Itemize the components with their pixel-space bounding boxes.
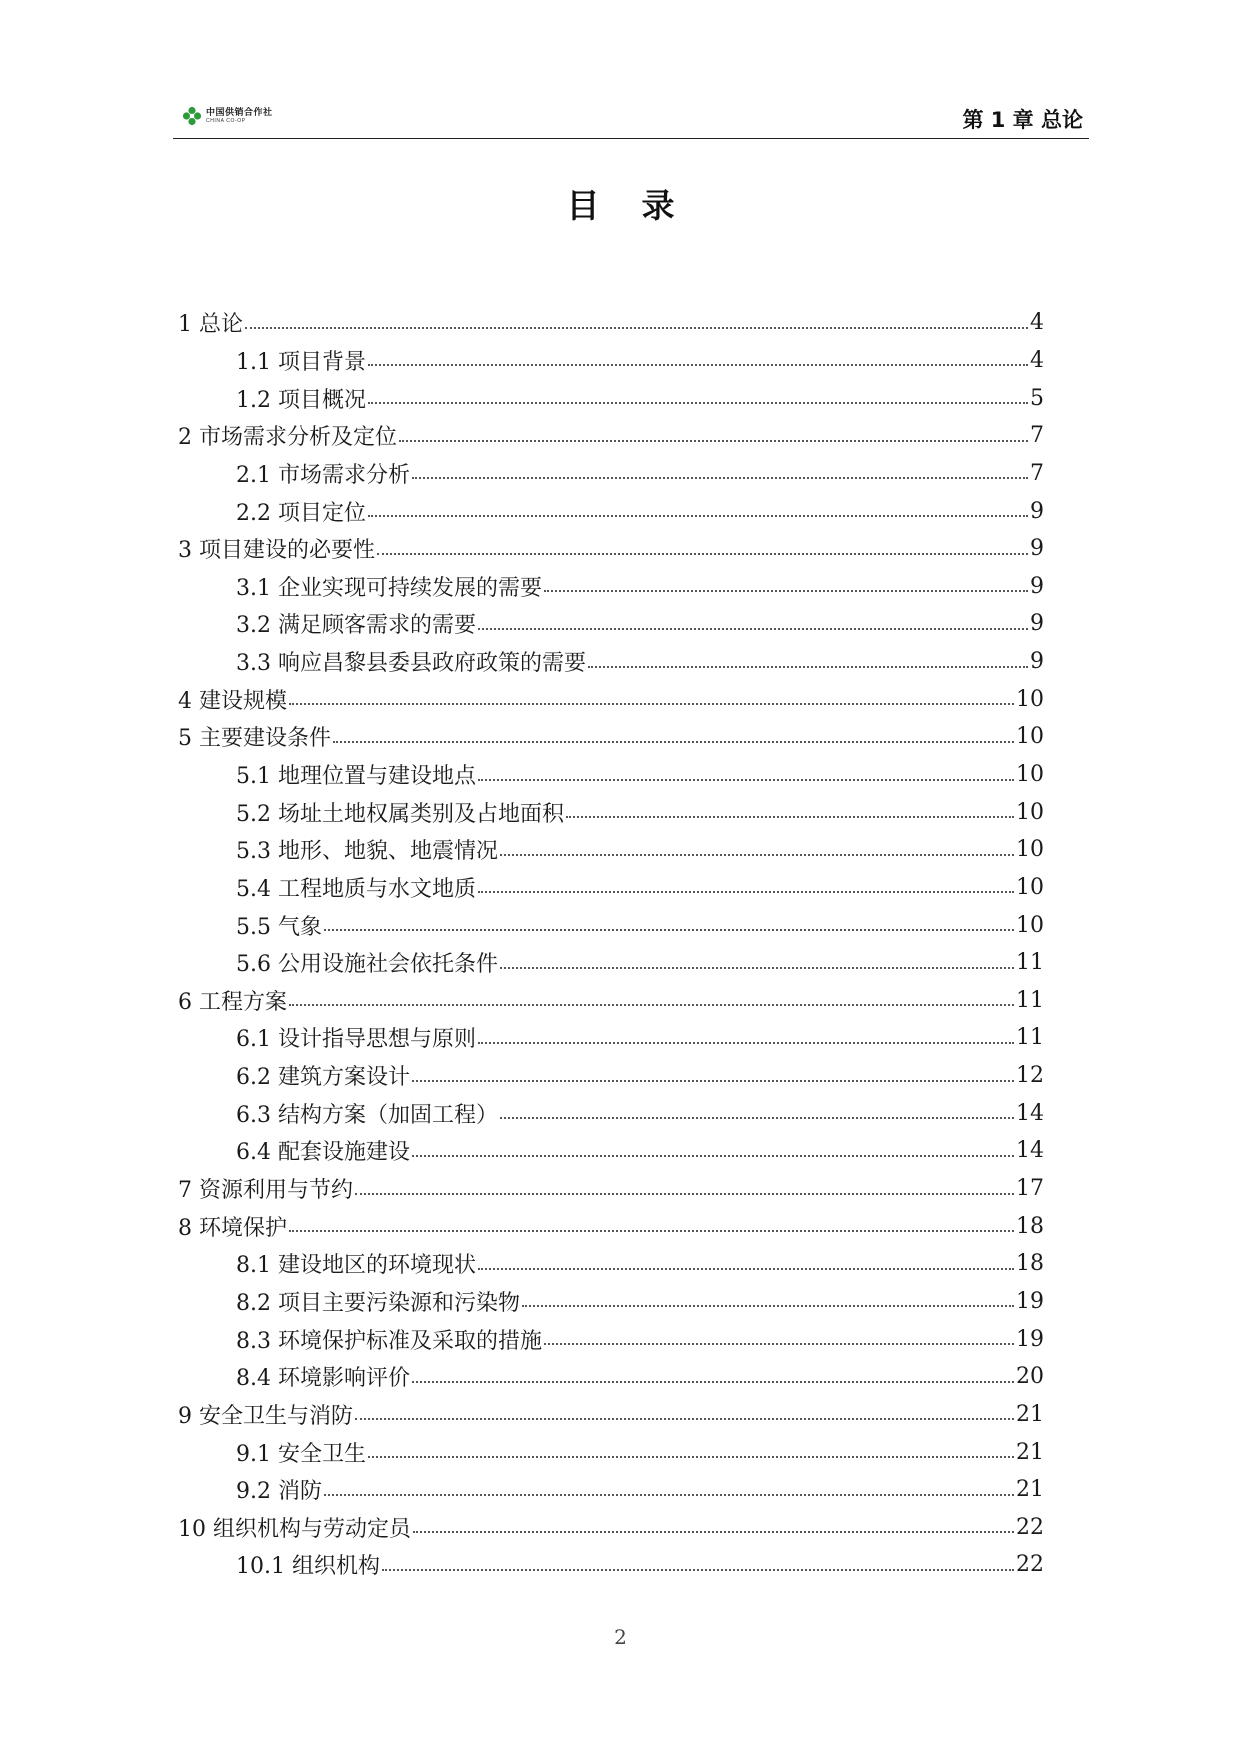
toc-entry[interactable] [178,1170,1044,1208]
toc-dot-leader [588,666,1028,668]
toc-entry-label: 2.2 项目定位 [236,500,366,526]
toc-entry-label: 2 市场需求分析及定位 [178,425,397,451]
toc-entry-page: 4 [1030,310,1044,336]
toc-entry[interactable] [178,1546,1044,1584]
toc-entry-page: 5 [1030,385,1044,411]
toc-entry-label: 6.1 设计指导思想与原则 [236,1027,476,1053]
toc-entry[interactable] [178,982,1044,1020]
toc-entry-page: 14 [1016,1138,1044,1164]
toc-dot-leader [478,1268,1014,1270]
toc-entry[interactable] [178,1471,1044,1509]
toc-dot-leader [355,1418,1014,1420]
toc-dot-leader [566,816,1014,818]
toc-entry-label: 8 环境保护 [178,1215,287,1241]
toc-entry-page: 9 [1030,573,1044,599]
toc-entry-page: 10 [1016,686,1044,712]
toc-entry-label: 1.1 项目背景 [236,349,366,375]
toc-entry-page: 18 [1016,1251,1044,1277]
page-number: 2 [614,1625,627,1649]
toc-entry-page: 4 [1030,347,1044,373]
toc-dot-leader [412,1155,1014,1157]
toc-dot-leader [544,1343,1014,1345]
toc-entry[interactable] [178,492,1044,530]
toc-entry-page: 11 [1016,950,1044,976]
toc-dot-leader [500,1117,1014,1119]
toc-entry-page: 10 [1016,874,1044,900]
toc-dot-leader [478,779,1014,781]
toc-entry[interactable] [178,680,1044,718]
toc-entry-label: 3.3 响应昌黎县委县政府政策的需要 [236,651,586,677]
toc-entry[interactable] [178,1358,1044,1396]
toc-entry-label: 8.1 建设地区的环境现状 [236,1253,476,1279]
toc-entry[interactable] [178,1320,1044,1358]
toc-dot-leader [289,703,1014,705]
toc-dot-leader [377,553,1028,555]
toc-dot-leader [412,1080,1014,1082]
toc-entry-label: 5 主要建设条件 [178,726,331,752]
toc-entry[interactable] [178,1433,1044,1471]
toc-entry-page: 10 [1016,724,1044,750]
toc-entry-page: 7 [1030,460,1044,486]
toc-dot-leader [413,1531,1014,1533]
toc-entry[interactable] [178,342,1044,380]
toc-dot-leader [324,929,1014,931]
toc-entry[interactable] [178,906,1044,944]
toc-dot-leader [324,1494,1014,1496]
toc-entry[interactable] [178,1132,1044,1170]
toc-entry[interactable] [178,417,1044,455]
toc-entry-page: 14 [1016,1100,1044,1126]
toc-dot-leader [478,1042,1014,1044]
toc-entry[interactable] [178,643,1044,681]
toc-entry-page: 11 [1016,987,1044,1013]
toc-dot-leader [245,327,1028,329]
toc-dot-leader [412,477,1028,479]
toc-dot-leader [522,1305,1014,1307]
toc-entry[interactable] [178,567,1044,605]
toc-entry-page: 7 [1030,423,1044,449]
toc-entry-page: 21 [1016,1439,1044,1465]
toc-entry-label: 10.1 组织机构 [236,1554,380,1580]
toc-entry-page: 10 [1016,912,1044,938]
toc-dot-leader [500,854,1014,856]
toc-entry-label: 2.1 市场需求分析 [236,462,410,488]
toc-entry-label: 10 组织机构与劳动定员 [178,1516,411,1542]
toc-entry-label: 1.2 项目概况 [236,387,366,413]
toc-entry-label: 9.1 安全卫生 [236,1441,366,1467]
toc-entry[interactable] [178,530,1044,568]
toc-entry[interactable] [178,1094,1044,1132]
toc-entry-label: 5.4 工程地质与水文地质 [236,876,476,902]
toc-entry-page: 22 [1016,1514,1044,1540]
chapter-title: 第 1 章 总论 [962,108,1083,132]
toc-dot-leader [289,1230,1014,1232]
toc-dot-leader [399,440,1028,442]
toc-entry-page: 19 [1016,1326,1044,1352]
toc-entry-label: 6.2 建筑方案设计 [236,1065,410,1091]
toc-dot-leader [544,590,1028,592]
toc-entry-label: 9 安全卫生与消防 [178,1403,353,1429]
toc-dot-leader [382,1569,1014,1571]
co-op-logo-icon [182,106,202,126]
toc-entry[interactable] [178,1207,1044,1245]
toc-dot-leader [478,891,1014,893]
toc-entry[interactable] [178,1057,1044,1095]
page-header [173,100,1089,139]
logo-english-text: CHINA CO-OP [206,117,246,124]
toc-entry-label: 8.4 环境影响评价 [236,1366,410,1392]
toc-entry[interactable] [178,869,1044,907]
toc-dot-leader [368,1456,1014,1458]
toc-dot-leader [478,628,1028,630]
toc-dot-leader [355,1193,1014,1195]
toc-entry-label: 8.2 项目主要污染源和污染物 [236,1290,520,1316]
logo-chinese-text: 中国供销合作社 [206,107,273,118]
toc-entry-label: 5.3 地形、地貌、地震情况 [236,839,498,865]
toc-entry-label: 6 工程方案 [178,989,287,1015]
toc-entry[interactable] [178,1245,1044,1283]
toc-entry-page: 21 [1016,1477,1044,1503]
toc-entry-page: 9 [1030,611,1044,637]
toc-entry-label: 6.4 配套设施建设 [236,1140,410,1166]
toc-entry[interactable] [178,793,1044,831]
toc-entry[interactable] [178,1283,1044,1321]
toc-dot-leader [368,364,1028,366]
toc-dot-leader [368,515,1028,517]
page-title: 目录 [566,186,717,225]
toc-entry-page: 9 [1030,536,1044,562]
toc-entry-label: 7 资源利用与节约 [178,1178,353,1204]
toc-entry[interactable] [178,379,1044,417]
toc-entry[interactable] [178,1509,1044,1547]
toc-entry-label: 4 建设规模 [178,688,287,714]
toc-entry-page: 17 [1016,1176,1044,1202]
toc-entry-page: 12 [1016,1063,1044,1089]
toc-entry-page: 9 [1030,498,1044,524]
toc-entry-label: 3 项目建设的必要性 [178,538,375,564]
toc-entry-page: 10 [1016,762,1044,787]
toc-entry[interactable] [178,605,1044,643]
logo [182,106,273,126]
toc-entry-page: 22 [1016,1552,1044,1578]
toc-entry-label: 3.1 企业实现可持续发展的需要 [236,575,542,601]
toc-dot-leader [412,1381,1014,1383]
toc-entry-page: 18 [1016,1213,1044,1239]
toc-entry-label: 9.2 消防 [236,1479,322,1505]
toc-entry[interactable] [178,944,1044,982]
toc-entry-page: 10 [1016,837,1044,863]
toc-entry[interactable] [178,831,1044,869]
toc-dot-leader [368,402,1028,404]
toc-entry-page: 19 [1016,1288,1044,1314]
toc-entry-label: 6.3 结构方案（加固工程） [236,1102,498,1128]
toc-entry-label: 5.2 场址土地权属类别及占地面积 [236,801,564,827]
toc-entry-page: 20 [1016,1364,1044,1390]
toc-entry[interactable] [178,1396,1044,1434]
toc-entry[interactable] [178,304,1044,342]
toc-entry[interactable] [178,1019,1044,1057]
toc-entry-page: 9 [1030,649,1044,675]
toc-entry-label: 5.5 气象 [236,914,322,940]
toc-entry-label: 5.1 地理位置与建设地点 [236,764,476,789]
toc-entry-label: 5.6 公用设施社会依托条件 [236,952,498,978]
toc-entry[interactable] [178,756,1044,794]
toc-dot-leader [500,967,1014,969]
toc-entry[interactable] [178,455,1044,493]
toc-dot-leader [289,1004,1014,1006]
table-of-contents [178,304,1044,1584]
toc-dot-leader [333,741,1014,743]
toc-entry[interactable] [178,718,1044,756]
toc-entry-page: 10 [1016,799,1044,825]
toc-entry-page: 11 [1016,1025,1044,1051]
toc-entry-label: 1 总论 [178,312,243,338]
toc-entry-page: 21 [1016,1401,1044,1427]
toc-entry-label: 8.3 环境保护标准及采取的措施 [236,1328,542,1354]
toc-entry-label: 3.2 满足顾客需求的需要 [236,613,476,639]
